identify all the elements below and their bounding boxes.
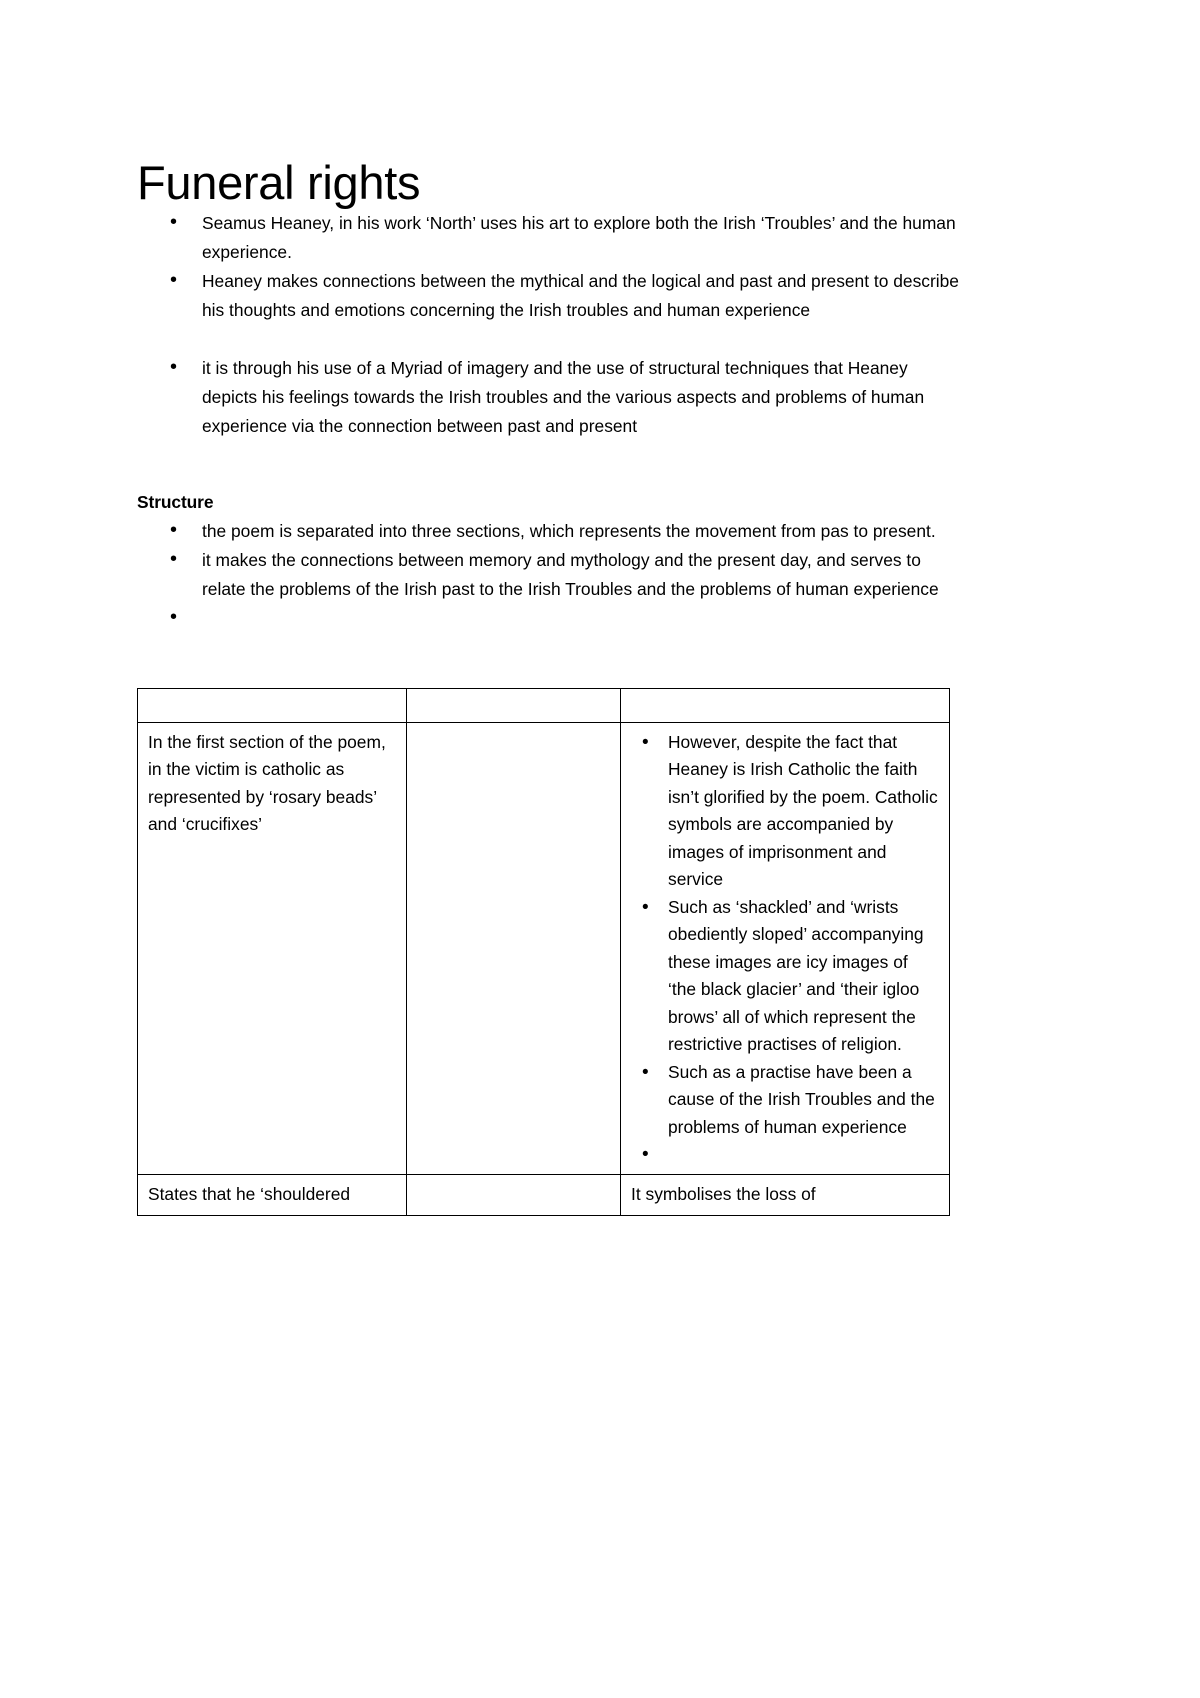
list-item: • However, despite the fact that Heaney is Irish Catholic the faith isn’t glorified by the poem. Catholic symbols are accompanied by images of imprisonment and service <box>631 729 940 894</box>
table-cell-middle-empty <box>407 722 621 1175</box>
table-cell-shouldered-quote: States that he ‘shouldered <box>138 1175 407 1216</box>
section-heading-structure: Structure <box>137 491 214 512</box>
table-row <box>138 722 950 1175</box>
notes-table-wrapper <box>137 688 949 1216</box>
list-item: • it is through his use of a Myriad of imagery and the use of structural techniques that Heaney depicts his feelings towards the Irish troubles and the various aspects and problems of human experience via the connection between past and present <box>137 354 967 441</box>
structure-bullet-list <box>137 517 967 633</box>
table-cell-header-2 <box>407 688 621 722</box>
table-cell-analysis <box>621 722 950 1175</box>
table-row <box>138 688 950 722</box>
page-title: Funeral rights <box>137 156 421 209</box>
table-cell-middle-empty-2 <box>407 1175 621 1216</box>
analysis-bullet-list <box>631 729 940 1169</box>
intro-bullet-list <box>137 209 967 441</box>
list-item: • Such as ‘shackled’ and ‘wrists obediently sloped’ accompanying these images are icy images of ‘the black glacier’ and ‘their igloo brows’ all of which represent the restrictive practises of religion. <box>631 894 940 1059</box>
list-item: • Such as a practise have been a cause of the Irish Troubles and the problems of human experience <box>631 1059 940 1142</box>
table-cell-header-1 <box>138 688 407 722</box>
list-item: • the poem is separated into three sections, which represents the movement from pas to present. <box>137 517 967 546</box>
notes-table <box>137 688 950 1216</box>
list-item <box>137 604 967 633</box>
list-item: • it makes the connections between memory and mythology and the present day, and serves to relate the problems of the Irish past to the Irish Troubles and the problems of human experience <box>137 546 967 604</box>
table-row <box>138 1175 950 1216</box>
table-cell-header-3 <box>621 688 950 722</box>
list-item: • Heaney makes connections between the mythical and the logical and past and present to describe his thoughts and emotions concerning the Irish troubles and human experience <box>137 267 967 325</box>
table-cell-section-one-description: In the first section of the poem, in the victim is catholic as represented by ‘rosary beads’ and ‘crucifixes’ <box>138 722 407 1175</box>
table-cell-symbolises-loss: It symbolises the loss of <box>621 1175 950 1216</box>
list-item: • Seamus Heaney, in his work ‘North’ uses his art to explore both the Irish ‘Troubles’ and the human experience. <box>137 209 967 267</box>
list-item <box>631 1141 940 1168</box>
page-content <box>137 0 967 1216</box>
